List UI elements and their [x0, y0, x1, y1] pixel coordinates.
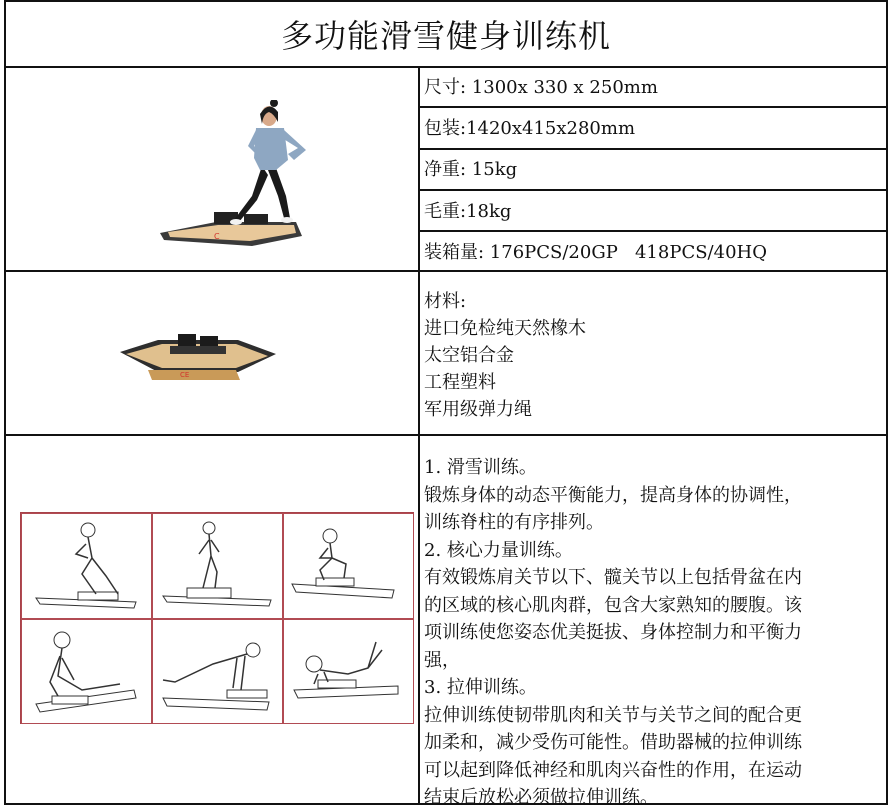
exercise-seated-stretch-icon — [22, 620, 151, 723]
material-item: 军用级弹力绳 — [424, 399, 532, 420]
spec-size: 尺寸: 1300x 330 x 250mm — [424, 77, 658, 98]
training-text: 强， — [424, 649, 460, 671]
product-title: 多功能滑雪健身训练机 — [280, 17, 611, 55]
spec-divider — [420, 106, 886, 108]
training-text: 锻炼身体的动态平衡能力，提高身体的协调性， — [424, 484, 802, 506]
illustration-cell — [152, 513, 283, 619]
material-item: 太空铝合金 — [424, 345, 514, 366]
training-text: 可以起到降低神经和肌肉兴奋性的作用，在运动 — [424, 759, 802, 781]
spec-divider — [420, 230, 886, 232]
illustration-cell — [21, 513, 152, 619]
training-item-title: 2. 核心力量训练。 — [424, 539, 573, 561]
training-text: 拉伸训练使韧带肌肉和关节与关节之间的配合更 — [424, 704, 802, 726]
illustration-cell — [21, 619, 152, 724]
spec-sheet — [4, 0, 888, 808]
svg-text:CE: CE — [180, 371, 190, 379]
training-text: 加柔和，减少受伤可能性。借助器械的拉伸训练 — [424, 732, 802, 753]
exercise-plank-icon — [153, 620, 282, 723]
svg-text:C: C — [214, 232, 220, 241]
exercise-illustrations — [20, 512, 414, 724]
exercise-skiing-icon — [22, 514, 151, 618]
spec-package: 包装:1420x415x280mm — [424, 118, 636, 139]
training-block — [424, 454, 882, 812]
illustration-cell — [283, 619, 414, 724]
training-item-title: 3. 拉伸训练。 — [424, 677, 537, 698]
spec-net-weight: 净重: 15kg — [424, 159, 518, 180]
training-text: 的区域的核心肌肉群，包含大家熟知的腰腹。该 — [424, 594, 802, 616]
spec-divider — [420, 148, 886, 150]
training-text: 结束后放松必须做拉伸训练。 — [424, 787, 658, 808]
exercise-squat-icon — [284, 514, 413, 618]
illustration-cell — [152, 619, 283, 724]
exercise-prone-stretch-icon — [284, 620, 413, 723]
row-divider — [6, 434, 886, 436]
training-item-title: 1. 滑雪训练。 — [424, 457, 537, 478]
training-text: 有效锻炼肩关节以下、髋关节以上包括骨盆在内 — [424, 567, 802, 588]
training-text: 训练脊柱的有序排列。 — [424, 512, 604, 533]
illustration-cell — [283, 513, 414, 619]
title-row — [6, 2, 886, 68]
spec-loading: 装箱量: 176PCS/20GP 418PCS/40HQ — [424, 242, 767, 263]
material-item: 工程塑料 — [424, 372, 496, 393]
product-photo-board — [118, 330, 278, 384]
spec-gross-weight: 毛重:18kg — [424, 201, 512, 222]
exercise-balance-icon — [153, 514, 282, 618]
material-item: 进口免检纯天然橡木 — [424, 318, 586, 339]
spec-divider — [420, 189, 886, 191]
materials-heading: 材料: — [424, 291, 467, 312]
product-photo-person — [156, 100, 306, 255]
materials-block — [424, 288, 586, 423]
training-text: 项训练使您姿态优美挺拔、身体控制力和平衡力 — [424, 622, 802, 643]
row-divider — [6, 270, 886, 272]
